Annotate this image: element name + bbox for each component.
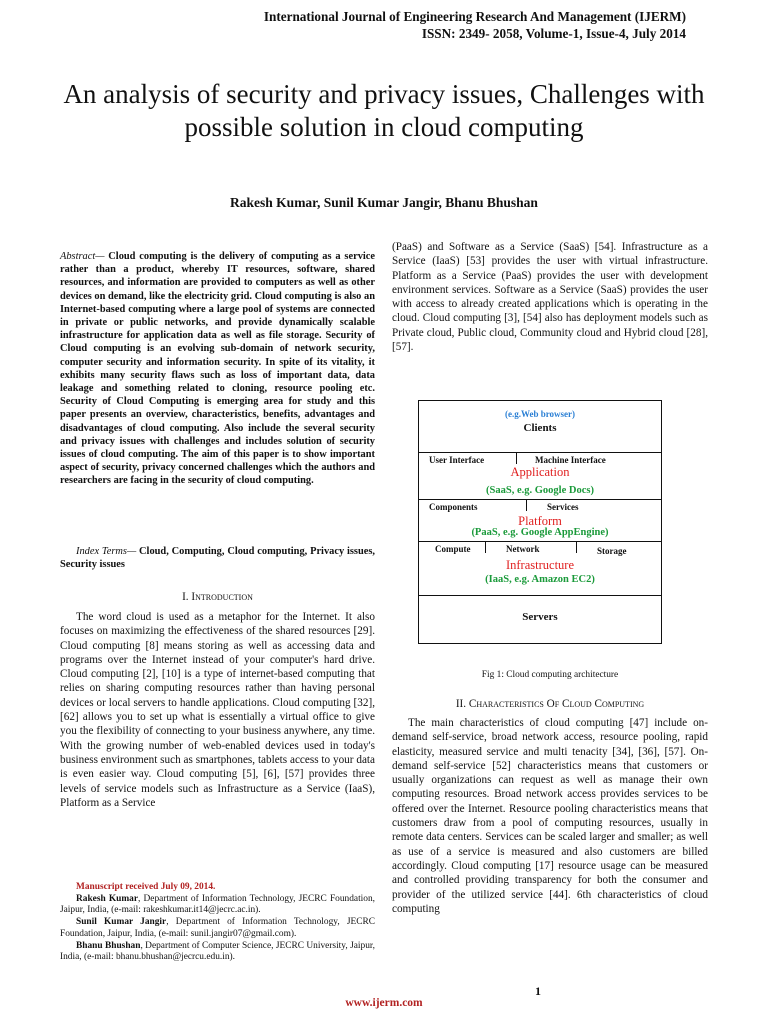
footnotes bbox=[60, 882, 375, 964]
fig-components-label: Components bbox=[429, 502, 478, 512]
fig-compute-label: Compute bbox=[435, 544, 471, 554]
footnote-author1-text: , Department of Information Technology, JECRC Foundation, Jaipur, India, (e-mail: rakeshkumar.it14@jecrc.ac.in). bbox=[60, 893, 375, 916]
abstract-label: Abstract— bbox=[60, 251, 105, 262]
fig-application-label: Application bbox=[510, 465, 570, 479]
footnote-author3 bbox=[60, 941, 375, 964]
fig-services-label: Services bbox=[547, 502, 579, 512]
footnote-author3-name: Bhanu Bhushan bbox=[76, 940, 141, 951]
footnote-author2-name: Sunil Kumar Jangir bbox=[76, 917, 167, 928]
fig-divider-v3 bbox=[485, 541, 486, 553]
section-heading-introduction: I. Introduction bbox=[182, 591, 253, 603]
index-terms bbox=[60, 545, 375, 571]
index-terms-label: Index Terms— bbox=[76, 546, 137, 557]
paper-title: An analysis of security and privacy issues, Challenges with possible solution in cloud computing bbox=[63, 79, 705, 142]
architecture-figure bbox=[418, 400, 662, 644]
paper-authors: Rakesh Kumar, Sunil Kumar Jangir, Bhanu Bhushan bbox=[230, 195, 538, 210]
journal-website: www.ijerm.com bbox=[345, 997, 423, 1009]
fig-platform-label: Platform bbox=[518, 514, 562, 528]
fig-divider-1 bbox=[419, 452, 661, 453]
fig-divider-2 bbox=[419, 499, 661, 500]
fig-storage-label: Storage bbox=[597, 546, 627, 556]
footnote-author2 bbox=[60, 917, 375, 940]
journal-name: International Journal of Engineering Research And Management (IJERM) bbox=[263, 9, 686, 24]
footnote-author3-text: , Department of Computer Science, JECRC University, Jaipur, India, (e-mail: bhanu.bhushan@jecrcu.edu.in). bbox=[60, 940, 375, 963]
journal-issn: ISSN: 2349- 2058, Volume-1, Issue-4, July 2014 bbox=[421, 26, 686, 41]
page-number: 1 bbox=[535, 984, 541, 998]
figure-caption: Fig 1: Cloud computing architecture bbox=[481, 670, 619, 680]
index-terms-text: Cloud, Computing, Cloud computing, Privacy issues, Security issues bbox=[60, 546, 375, 571]
footnote-author2-text: , Department of Information Technology, JECRC Foundation, Jaipur, India, (e-mail: sunil.jangir07@gmail.com). bbox=[60, 917, 375, 939]
fig-network-label: Network bbox=[506, 544, 540, 554]
section-heading-characteristics: II. Characteristics Of Cloud Computing bbox=[455, 698, 645, 710]
fig-paas-label: (PaaS, e.g. Google AppEngine) bbox=[471, 527, 609, 538]
fig-divider-v2 bbox=[526, 499, 527, 511]
fig-clients-label: Clients bbox=[523, 422, 557, 434]
fig-machine-interface-label: Machine Interface bbox=[535, 455, 606, 465]
characteristics-text: The main characteristics of cloud computing [47] include on-demand self-service, broad network access, resource pooling, rapid elasticity, measured service and multi tenacity [34], [36], [57]. On-demand self-service [52] characteristics means that customers or usually organizations can request as well as manage their own computing resources. Broad network access provides services to be offered over the Internet. Resource pooling characteristics means that customers draw from a pool of computing resources, usually in remote data centers. Services can be scaled larger and smaller; as well as use of a service is measured and also customers are billed accordingly. Cloud computing [17] resource usage can be measured and controlled providing transparency for both the consumer and provider of the utilized service [44]. 6th characteristics of cloud computing bbox=[392, 717, 708, 915]
manuscript-received: Manuscript received July 09, 2014. bbox=[76, 882, 216, 892]
footnote-author1 bbox=[60, 894, 375, 917]
introduction-text: The word cloud is used as a metaphor for the Internet. It also focuses on maximizing the effectiveness of the shared resources [29]. Cloud computing [8] means storing as well as accessing data and programs over the Internet instead of your computer's hard drive. Cloud computing [2], [10] is a type of internet-based computing that relies on sharing computing resources rather than having personal devices or local servers to handle applications. Cloud computing [32], [62] allows you to set up what is essentially a virtual office to give you the flexibility of connecting to your business anywhere, any time. With the growing number of web-enabled devices used in today's business environment such as smartphones, tablets access to your data is even easier way. Cloud computing [5], [6], [57] provides three levels of service models such as Infrastructure as a Service (IaaS), Platform as a Service bbox=[60, 611, 375, 809]
abstract bbox=[60, 250, 375, 488]
fig-divider-v1 bbox=[516, 452, 517, 464]
fig-servers-label: Servers bbox=[522, 611, 558, 623]
fig-user-interface-label: User Interface bbox=[429, 455, 485, 465]
fig-iaas-label: (IaaS, e.g. Amazon EC2) bbox=[485, 574, 595, 585]
fig-saas-label: (SaaS, e.g. Google Docs) bbox=[486, 485, 594, 496]
fig-divider-v4 bbox=[576, 541, 577, 553]
abstract-text: Cloud computing is the delivery of computing as a service rather than a product, whereby IT resources, software, shared resources, and information are provided to computers as well as other devices on demand, like the electricity grid. Cloud computing is also an Internet-based computing where a large pool of systems are connected in private or public networks, and provide dynamically scalable infrastructure for application data as well as file storage. Security of Cloud computing is an evolving sub-domain of network security, computer security and information security. In spite of its vitality, it exhibits many security flaws such as loss of important data, data leakage and something related to cloning, resource pooling etc. Security of Cloud Computing is emerging area for study and this paper presents an overview, characteristics, benefits, advantages and disadvantages of cloud computing. Also include the several security and privacy issues with challenges and includes solution of security issues of cloud computing. The aim of this paper is to show important aspect of security, privacy concerned challenges which the authors and researchers are facing in the security of cloud computing. bbox=[60, 251, 375, 487]
fig-infrastructure-label: Infrastructure bbox=[505, 558, 575, 572]
footnote-author1-name: Rakesh Kumar bbox=[76, 893, 139, 904]
fig-divider-3 bbox=[419, 541, 661, 542]
fig-web-browser-label: (e.g.Web browser) bbox=[504, 409, 576, 419]
introduction-continued: (PaaS) and Software as a Service (SaaS) [54]. Infrastructure as a Service (IaaS) [53] provides the user with virtual infrastructure. Platform as a Service (PaaS) provides the user with development environment services. Software as a Service (SaaS) provides the user with access to already created applications which is operating in the cloud. Cloud computing [3], [54] also has deployment models such as Private cloud, Public cloud, Community cloud and Hybrid cloud [28], [57]. bbox=[392, 241, 708, 354]
fig-divider-4 bbox=[419, 595, 661, 596]
